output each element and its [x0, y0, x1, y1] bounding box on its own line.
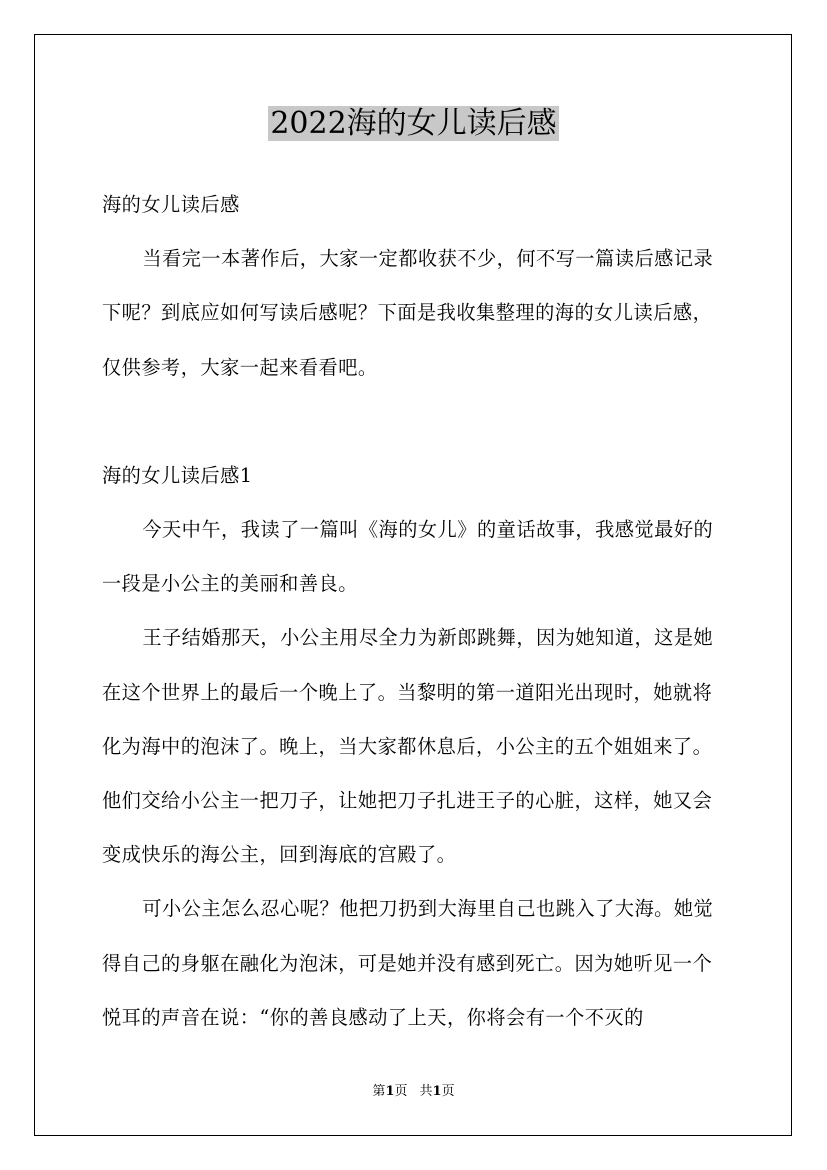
document-subtitle: 海的女儿读后感: [102, 193, 240, 216]
page-number-prefix: 第: [372, 1084, 386, 1099]
page-footer: [0, 1083, 827, 1101]
document-title: [0, 104, 827, 144]
body-paragraph: 可小公主怎么忍心呢？他把刀扔到大海里自己也跳入了大海。她觉得自己的身躯在融化为泡沫，可是她并没有感到死亡。因为她听见一个悦耳的声音在说：“你的善良感动了上天，你将会有一个不灭的: [102, 897, 714, 1029]
total-page-number: 1: [432, 1084, 442, 1099]
total-pages-prefix: 共: [419, 1084, 433, 1099]
body-paragraph: 王子结婚那天，小公主用尽全力为新郎跳舞，因为她知道，这是她在这个世界上的最后一个晚上了。当黎明的第一道阳光出现时，她就将化为海中的泡沫了。晚上，当大家都休息后，小公主的五个姐姐来了。他们交给小公主一把刀子，让她把刀子扎进王子的心脏，这样，她又会变成快乐的海公主，回到海底的宫殿了。: [102, 626, 714, 867]
document-body: [102, 178, 727, 1045]
document-title-text: 2022海的女儿读后感: [270, 106, 557, 141]
page-number-suffix: 页: [394, 1084, 408, 1099]
current-page-number: 1: [385, 1084, 395, 1099]
section-title: 海的女儿读后感1: [102, 463, 253, 487]
body-paragraph: 今天中午，我读了一篇叫《海的女儿》的童话故事，我感觉最好的一段是小公主的美丽和善良。: [102, 518, 714, 596]
intro-paragraph: 当看完一本著作后，大家一定都收获不少，何不写一篇读后感记录下呢？到底应如何写读后感呢？下面是我收集整理的海的女儿读后感，仅供参考，大家一起来看看吧。: [102, 247, 714, 379]
total-pages-suffix: 页: [441, 1084, 455, 1099]
